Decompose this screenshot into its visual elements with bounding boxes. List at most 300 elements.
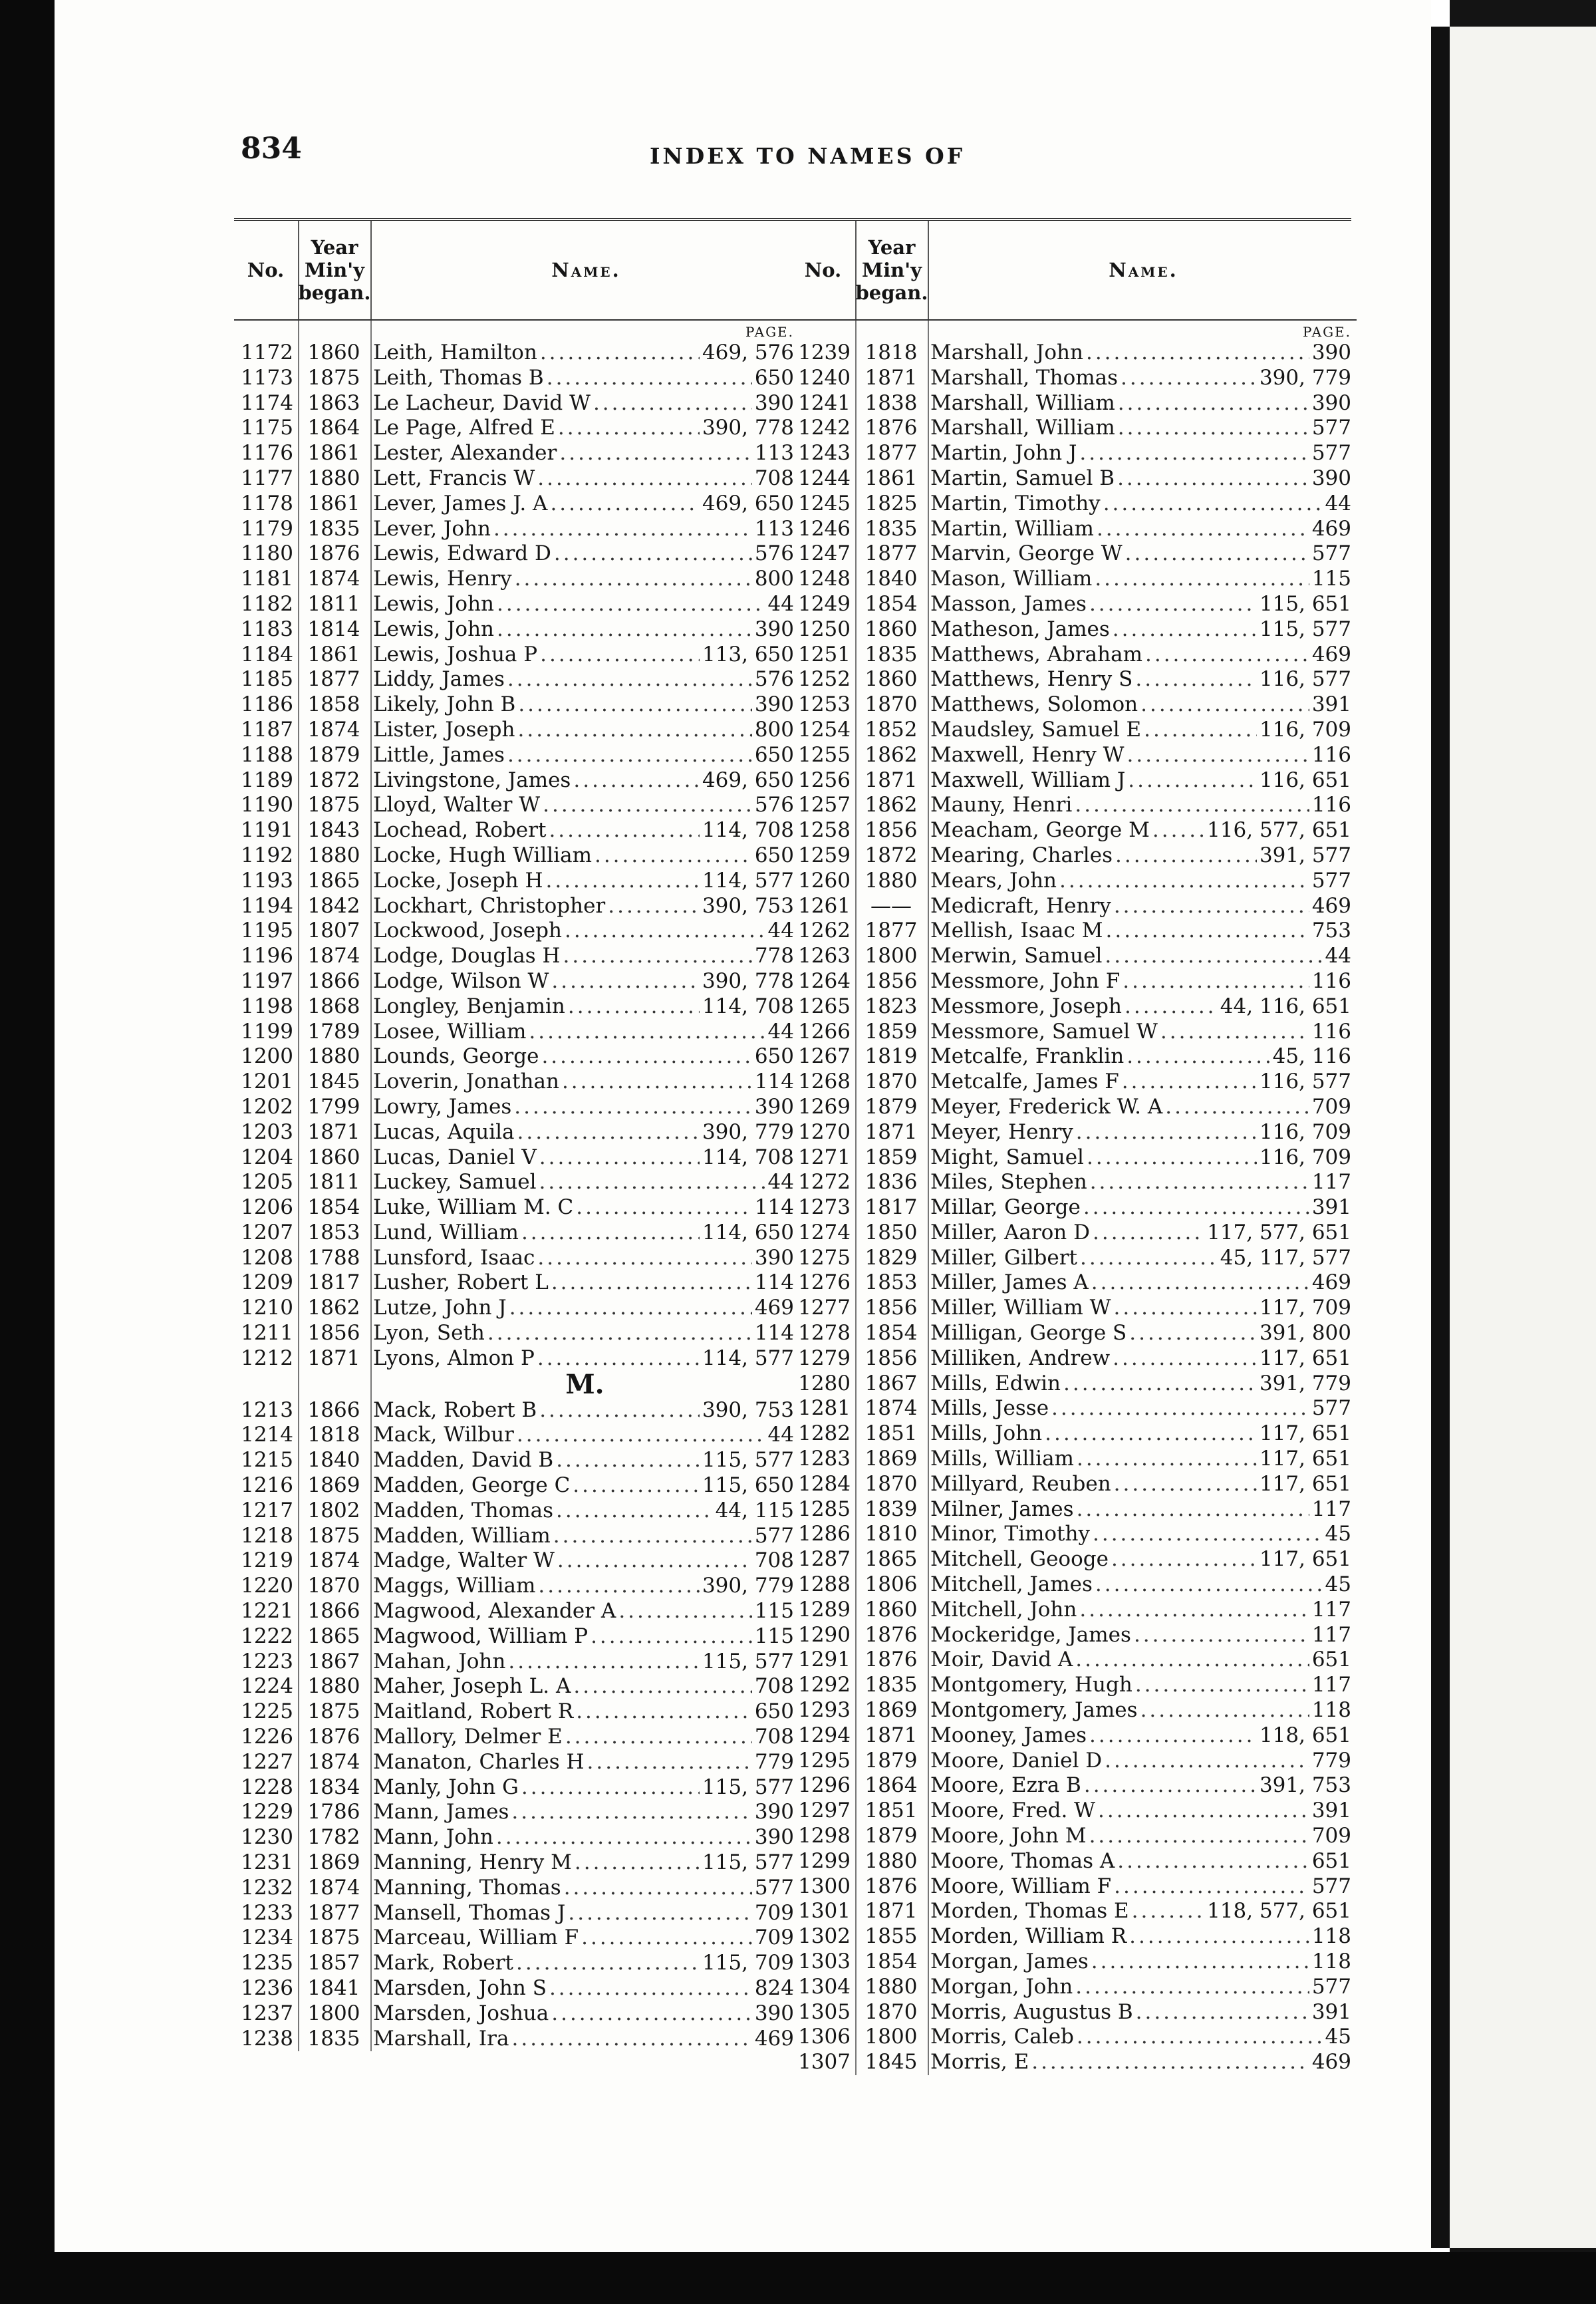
leader-dots <box>1089 1824 1309 1849</box>
index-entry <box>791 1321 1357 1346</box>
entry-number: 1218 <box>241 1523 293 1548</box>
entry-year: 1867 <box>307 1649 360 1673</box>
entry-name: Lewis, Edward D <box>373 541 551 566</box>
entry-pages: 44 <box>767 919 794 943</box>
entry-pages: 44 <box>1325 944 1351 968</box>
entry-pages: 469 <box>754 2026 794 2051</box>
index-entry <box>234 894 799 919</box>
index-entry <box>234 692 799 718</box>
leader-dots <box>515 567 752 592</box>
entry-name: Mooney, James <box>930 1723 1087 1747</box>
entry-pages: 115, 577 <box>702 1649 794 1673</box>
index-entry <box>234 1020 799 1045</box>
entry-name: Morris, Caleb <box>930 2025 1074 2049</box>
entry-year: 1874 <box>307 944 360 968</box>
entry-name-cell <box>370 592 799 617</box>
entry-name-cell <box>928 743 1357 768</box>
entry-name-cell <box>370 1423 799 1448</box>
entry-year: 1861 <box>307 441 360 466</box>
leader-dots <box>487 1321 752 1346</box>
entry-pages: 114 <box>754 1270 794 1295</box>
leader-dots <box>608 894 700 919</box>
entry-number: 1191 <box>241 818 293 843</box>
index-entry <box>234 1044 799 1070</box>
entry-name-cell <box>370 1195 799 1221</box>
entry-pages: 116, 709 <box>1259 1145 1351 1169</box>
entry-name: Mockeridge, James <box>930 1622 1131 1647</box>
entry-year: 1811 <box>307 591 360 616</box>
entry-name-cell <box>370 894 799 919</box>
index-entry <box>234 1398 799 1423</box>
entry-pages: 779 <box>754 1749 794 1774</box>
entry-pages: 469, 650 <box>702 491 794 515</box>
index-entry <box>234 1321 799 1346</box>
leader-dots <box>1128 768 1257 793</box>
index-entry <box>234 793 799 818</box>
entry-year: 1875 <box>307 1523 360 1548</box>
index-entry <box>791 894 1357 919</box>
leader-dots <box>1160 1020 1309 1045</box>
entry-pages: 114, 577 <box>702 1346 794 1370</box>
entry-pages: 577 <box>754 1523 794 1548</box>
entry-name: Marceau, William F <box>373 1926 579 1950</box>
entry-name: Messmore, Joseph <box>930 994 1122 1018</box>
index-entry <box>234 1624 799 1650</box>
leader-dots <box>1134 1623 1309 1648</box>
index-entry <box>791 1648 1357 1673</box>
entry-number: 1196 <box>241 944 293 968</box>
index-entry <box>791 567 1357 592</box>
leader-dots <box>553 1524 752 1549</box>
entry-name: Milliken, Andrew <box>930 1346 1111 1370</box>
entry-number: 1224 <box>241 1674 293 1699</box>
entry-number: 1194 <box>241 893 293 918</box>
entry-year: 1800 <box>864 944 918 968</box>
entry-year: 1835 <box>864 642 918 666</box>
leader-dots <box>507 667 752 692</box>
leader-dots <box>618 1599 752 1624</box>
entry-name-cell <box>370 969 799 994</box>
index-entry <box>791 2025 1357 2050</box>
entry-year: 1865 <box>307 1624 360 1648</box>
entries-m-continued <box>791 341 1357 2075</box>
leader-dots <box>1059 869 1309 894</box>
entry-number: 1185 <box>241 667 293 692</box>
entry-number: 1263 <box>798 944 851 968</box>
entry-pages: 115, 577 <box>1259 617 1351 641</box>
entry-name-cell <box>370 1020 799 1045</box>
entry-name-cell <box>370 617 799 643</box>
entry-year: 1851 <box>864 1799 918 1823</box>
entry-year: 1879 <box>864 1748 918 1773</box>
entry-pages: 651 <box>1311 1848 1351 1873</box>
column-header <box>791 221 1357 321</box>
leader-dots <box>1077 1447 1257 1472</box>
entry-name: Miller, William W <box>930 1296 1111 1320</box>
entry-number: 1253 <box>798 692 851 717</box>
index-entry <box>234 1775 799 1800</box>
entry-name-cell <box>370 1674 799 1699</box>
index-entry <box>234 2027 799 2052</box>
entry-name: Matthews, Solomon <box>930 692 1138 717</box>
entry-number: 1298 <box>798 1824 851 1848</box>
entry-pages: 390 <box>754 1800 794 1824</box>
entry-pages: 390 <box>754 1094 794 1119</box>
entry-name-cell <box>928 843 1357 869</box>
leader-dots <box>1129 1321 1257 1346</box>
entry-year: 1874 <box>307 567 360 591</box>
entry-name-cell <box>928 1371 1357 1397</box>
leader-dots <box>1095 1572 1323 1598</box>
entry-pages: 44 <box>767 591 794 616</box>
entry-name: Maxwell, Henry W <box>930 742 1125 767</box>
index-entry <box>791 1221 1357 1246</box>
leader-dots <box>1079 441 1309 466</box>
entry-name: Marshall, Ira <box>373 2026 509 2051</box>
entry-name: Lunsford, Isaac <box>373 1245 535 1270</box>
leader-dots <box>550 492 700 517</box>
entry-year: 1789 <box>307 1019 360 1044</box>
entry-name: Mason, William <box>930 567 1093 591</box>
index-entry <box>234 1246 799 1271</box>
leader-dots <box>576 1195 752 1221</box>
header-name: Name. <box>928 221 1358 319</box>
entry-name-cell <box>928 1874 1357 1900</box>
index-entry <box>234 1674 799 1699</box>
leader-dots <box>1106 919 1309 944</box>
entry-pages: 45 <box>1325 1572 1351 1597</box>
entry-name-cell <box>928 869 1357 894</box>
entry-name-cell <box>370 1901 799 1926</box>
leader-dots <box>546 869 700 894</box>
entry-pages: 391 <box>1311 1999 1351 2024</box>
entry-number: 1284 <box>798 1471 851 1496</box>
entry-year: 1875 <box>307 1926 360 1950</box>
entry-name-cell <box>370 1346 799 1371</box>
entry-year: 1800 <box>864 2025 918 2049</box>
entry-year: 1866 <box>307 1599 360 1624</box>
index-entry <box>791 341 1357 366</box>
entry-pages: 118 <box>1311 1924 1351 1949</box>
entry-name: Mallory, Delmer E <box>373 1725 563 1749</box>
entry-pages: 115, 577 <box>702 1775 794 1799</box>
entry-name: Lodge, Wilson W <box>373 968 549 993</box>
entry-pages: 390 <box>754 1245 794 1270</box>
entry-year: 1835 <box>307 516 360 541</box>
entry-name: Locke, Joseph H <box>373 868 543 893</box>
entry-name-cell <box>928 1648 1357 1673</box>
leader-dots <box>551 969 700 994</box>
leader-dots <box>539 1398 700 1423</box>
entry-year: 1871 <box>864 365 918 390</box>
leader-dots <box>1063 1371 1257 1397</box>
entry-pages: 778 <box>754 944 794 968</box>
entry-name: Martin, Timothy <box>930 491 1101 515</box>
entry-name: Lewis, Henry <box>373 567 512 591</box>
index-entry <box>791 1673 1357 1698</box>
index-entry <box>791 969 1357 994</box>
entry-year: 1842 <box>307 893 360 918</box>
entry-number: 1276 <box>798 1270 851 1295</box>
entry-name: Lewis, John <box>373 617 495 641</box>
leader-dots <box>575 1850 700 1876</box>
entry-year: 1877 <box>864 541 918 566</box>
entry-number: 1178 <box>241 491 293 515</box>
entry-year: 1872 <box>307 768 360 792</box>
entry-name: Marvin, George W <box>930 541 1123 566</box>
entry-number: 1244 <box>798 466 851 490</box>
running-head: INDEX TO NAMES OF <box>650 143 966 169</box>
index-entry <box>791 1095 1357 1120</box>
index-entry <box>791 1296 1357 1321</box>
entry-number: 1243 <box>798 441 851 466</box>
leader-dots <box>518 718 752 743</box>
entry-name-cell <box>370 541 799 567</box>
entry-pages: 708 <box>754 1725 794 1749</box>
entry-name-cell <box>370 1699 799 1725</box>
entry-number: 1264 <box>798 968 851 993</box>
entry-name: Martin, Samuel B <box>930 466 1115 490</box>
entry-name-cell <box>370 1599 799 1624</box>
entry-name-cell <box>928 793 1357 818</box>
entry-year: 1871 <box>864 1899 918 1924</box>
entry-name: Marsden, John S <box>373 1976 547 2000</box>
entry-pages: 709 <box>1311 1824 1351 1848</box>
entry-year: 1788 <box>307 1245 360 1270</box>
index-entry <box>234 1524 799 1549</box>
leader-dots <box>1122 1070 1257 1095</box>
entry-name-cell <box>928 567 1357 592</box>
entry-year: 1871 <box>864 768 918 792</box>
entry-year: 1874 <box>307 1548 360 1573</box>
entry-name-cell <box>370 1321 799 1346</box>
entry-pages: 709 <box>754 1900 794 1925</box>
entry-year: 1871 <box>307 1119 360 1144</box>
leader-dots <box>556 1499 713 1524</box>
entry-pages: 391 <box>1311 1799 1351 1823</box>
index-entry <box>234 718 799 743</box>
entry-name-cell <box>370 567 799 592</box>
index-entry <box>791 1371 1357 1397</box>
entry-name-cell <box>928 1497 1357 1522</box>
index-entry <box>234 743 799 768</box>
entry-pages: 116, 709 <box>1259 1119 1351 1144</box>
adjacent-page-edge <box>1430 27 1596 2248</box>
index-entry <box>791 466 1357 492</box>
entry-name: Madden, David B <box>373 1448 554 1473</box>
entry-name-cell <box>370 1750 799 1775</box>
entry-pages: 117, 577, 651 <box>1207 1220 1351 1244</box>
entry-pages: 391, 779 <box>1259 1371 1351 1395</box>
entry-year: 1866 <box>307 1397 360 1422</box>
entry-number: 1216 <box>241 1473 293 1498</box>
leader-dots <box>1098 1799 1309 1824</box>
leader-dots <box>1105 944 1322 969</box>
index-column-right <box>791 221 1357 2075</box>
entry-number: 1219 <box>241 1548 293 1573</box>
entry-name-cell <box>370 643 799 668</box>
entry-pages: 576 <box>754 541 794 566</box>
entry-number: 1230 <box>241 1825 293 1850</box>
entry-number: 1190 <box>241 793 293 817</box>
entry-year: 1854 <box>307 1195 360 1220</box>
index-entry <box>791 1824 1357 1849</box>
entry-pages: 117, 651 <box>1259 1547 1351 1572</box>
entry-name: Meacham, George M <box>930 818 1150 843</box>
leader-dots <box>554 541 752 567</box>
entry-number: 1235 <box>241 1951 293 1975</box>
leader-dots <box>595 843 752 869</box>
entry-name: Livingstone, James <box>373 768 571 792</box>
entry-pages: 800 <box>754 717 794 742</box>
entry-number: 1272 <box>798 1170 851 1195</box>
entry-number: 1217 <box>241 1498 293 1522</box>
entry-name: Morris, Augustus B <box>930 1999 1133 2024</box>
entry-year: 1860 <box>307 341 360 364</box>
index-entry <box>791 1975 1357 2000</box>
entry-name-cell <box>928 1799 1357 1824</box>
entry-name: Little, James <box>373 742 505 767</box>
entry-name-cell <box>370 391 799 416</box>
entry-name: Loverin, Jonathan <box>373 1070 559 1094</box>
entry-name: Lett, Francis W <box>373 466 535 490</box>
entries-l <box>234 341 799 1371</box>
entry-year: 1879 <box>864 1094 918 1119</box>
entry-year: 1829 <box>864 1245 918 1270</box>
entry-pages: 650 <box>754 742 794 767</box>
entry-number: 1192 <box>241 843 293 867</box>
entry-year: 1836 <box>864 1170 918 1195</box>
entry-number: 1287 <box>798 1547 851 1572</box>
entry-pages: 116 <box>1311 793 1351 817</box>
leader-dots <box>537 1246 751 1271</box>
entry-pages: 115 <box>1311 567 1351 591</box>
index-entry <box>234 1850 799 1876</box>
entry-name-cell <box>928 1547 1357 1572</box>
entry-number: 1299 <box>798 1848 851 1873</box>
entry-pages: 114, 708 <box>702 818 794 843</box>
leader-dots <box>1051 1396 1309 1421</box>
entry-year: 1871 <box>864 1119 918 1144</box>
leader-dots <box>540 341 700 366</box>
entry-year: 1876 <box>864 1622 918 1647</box>
leader-dots <box>1135 667 1257 692</box>
entry-name: Lounds, George <box>373 1044 539 1069</box>
entry-name-cell <box>370 1825 799 1850</box>
leader-dots <box>1075 1975 1309 2000</box>
entry-pages: 117 <box>1311 1673 1351 1697</box>
entry-name-cell <box>370 1499 799 1524</box>
scan-border-left <box>0 0 55 2304</box>
entry-name: Moore, Thomas A <box>930 1848 1115 1873</box>
entry-name: Merwin, Samuel <box>930 944 1103 968</box>
index-entry <box>791 1195 1357 1221</box>
entry-pages: 116, 577 <box>1259 667 1351 692</box>
leader-dots <box>539 1170 765 1195</box>
entry-pages: 117 <box>1311 1622 1351 1647</box>
index-entry <box>791 441 1357 466</box>
entry-number: 1240 <box>798 365 851 390</box>
leader-dots <box>1136 2000 1309 2025</box>
entry-name-cell <box>370 718 799 743</box>
entry-name: Mills, William <box>930 1447 1074 1471</box>
leader-dots <box>1114 894 1309 919</box>
index-entry <box>791 944 1357 969</box>
entry-number: 1207 <box>241 1220 293 1244</box>
column-rule <box>370 321 372 2051</box>
entry-pages: 577 <box>1311 441 1351 466</box>
entry-pages: 709 <box>1311 1094 1351 1119</box>
entry-year: 1880 <box>864 1848 918 1873</box>
entry-number: 1172 <box>241 341 293 364</box>
leader-dots <box>562 1070 752 1095</box>
entry-year: 1852 <box>864 717 918 742</box>
index-entry <box>234 1145 799 1171</box>
entry-number: 1252 <box>798 667 851 692</box>
entry-pages: 391 <box>1311 1195 1351 1220</box>
entry-name-cell <box>370 1775 799 1800</box>
entry-year: 1782 <box>307 1825 360 1850</box>
entry-year: 1854 <box>864 1321 918 1346</box>
entry-year: 1843 <box>307 818 360 843</box>
entry-name: Lyon, Seth <box>373 1321 485 1346</box>
entry-name-cell <box>370 416 799 441</box>
entry-pages: 114, 650 <box>702 1220 794 1244</box>
entry-year: 1850 <box>864 1220 918 1244</box>
entry-name-cell <box>928 492 1357 517</box>
index-entry <box>791 1246 1357 1271</box>
entry-name: Locke, Hugh William <box>373 843 592 867</box>
entry-name-cell <box>370 869 799 894</box>
entry-name: Matthews, Abraham <box>930 642 1142 666</box>
entry-name-cell <box>370 1725 799 1750</box>
index-entry <box>791 1849 1357 1874</box>
entry-name-cell <box>928 944 1357 969</box>
book-page <box>55 0 1431 2252</box>
index-entry <box>234 341 799 366</box>
entry-year: 1859 <box>864 1145 918 1169</box>
entry-name-cell <box>928 1221 1357 1246</box>
entry-name: Moore, John M <box>930 1824 1087 1848</box>
entry-number: 1283 <box>798 1447 851 1471</box>
entry-pages: 651 <box>1311 1648 1351 1672</box>
entry-pages: 44 <box>767 1019 794 1044</box>
entry-pages: 708 <box>754 466 794 490</box>
entry-name-cell <box>370 1170 799 1195</box>
entry-pages: 390, 779 <box>702 1574 794 1598</box>
leader-dots <box>593 391 752 416</box>
entry-year: 1818 <box>307 1423 360 1447</box>
index-entry <box>791 592 1357 617</box>
entry-pages: 390 <box>754 692 794 717</box>
entry-number: 1214 <box>241 1423 293 1447</box>
index-entry <box>234 441 799 466</box>
entry-name-cell <box>370 1044 799 1070</box>
page-column-label: PAGE. <box>1303 324 1351 340</box>
entry-pages: 117, 651 <box>1259 1421 1351 1446</box>
entry-year: 1879 <box>307 742 360 767</box>
index-entry <box>234 1825 799 1850</box>
entry-number: 1197 <box>241 968 293 993</box>
entry-name-cell <box>370 2001 799 2027</box>
entry-year: 1853 <box>864 1270 918 1295</box>
entry-number: 1291 <box>798 1648 851 1672</box>
entry-name: Marshall, William <box>930 416 1115 440</box>
entry-name: Leith, Hamilton <box>373 341 537 364</box>
leader-dots <box>537 1346 700 1371</box>
index-entry <box>791 1170 1357 1195</box>
entry-name: Le Lacheur, David W <box>373 390 591 415</box>
